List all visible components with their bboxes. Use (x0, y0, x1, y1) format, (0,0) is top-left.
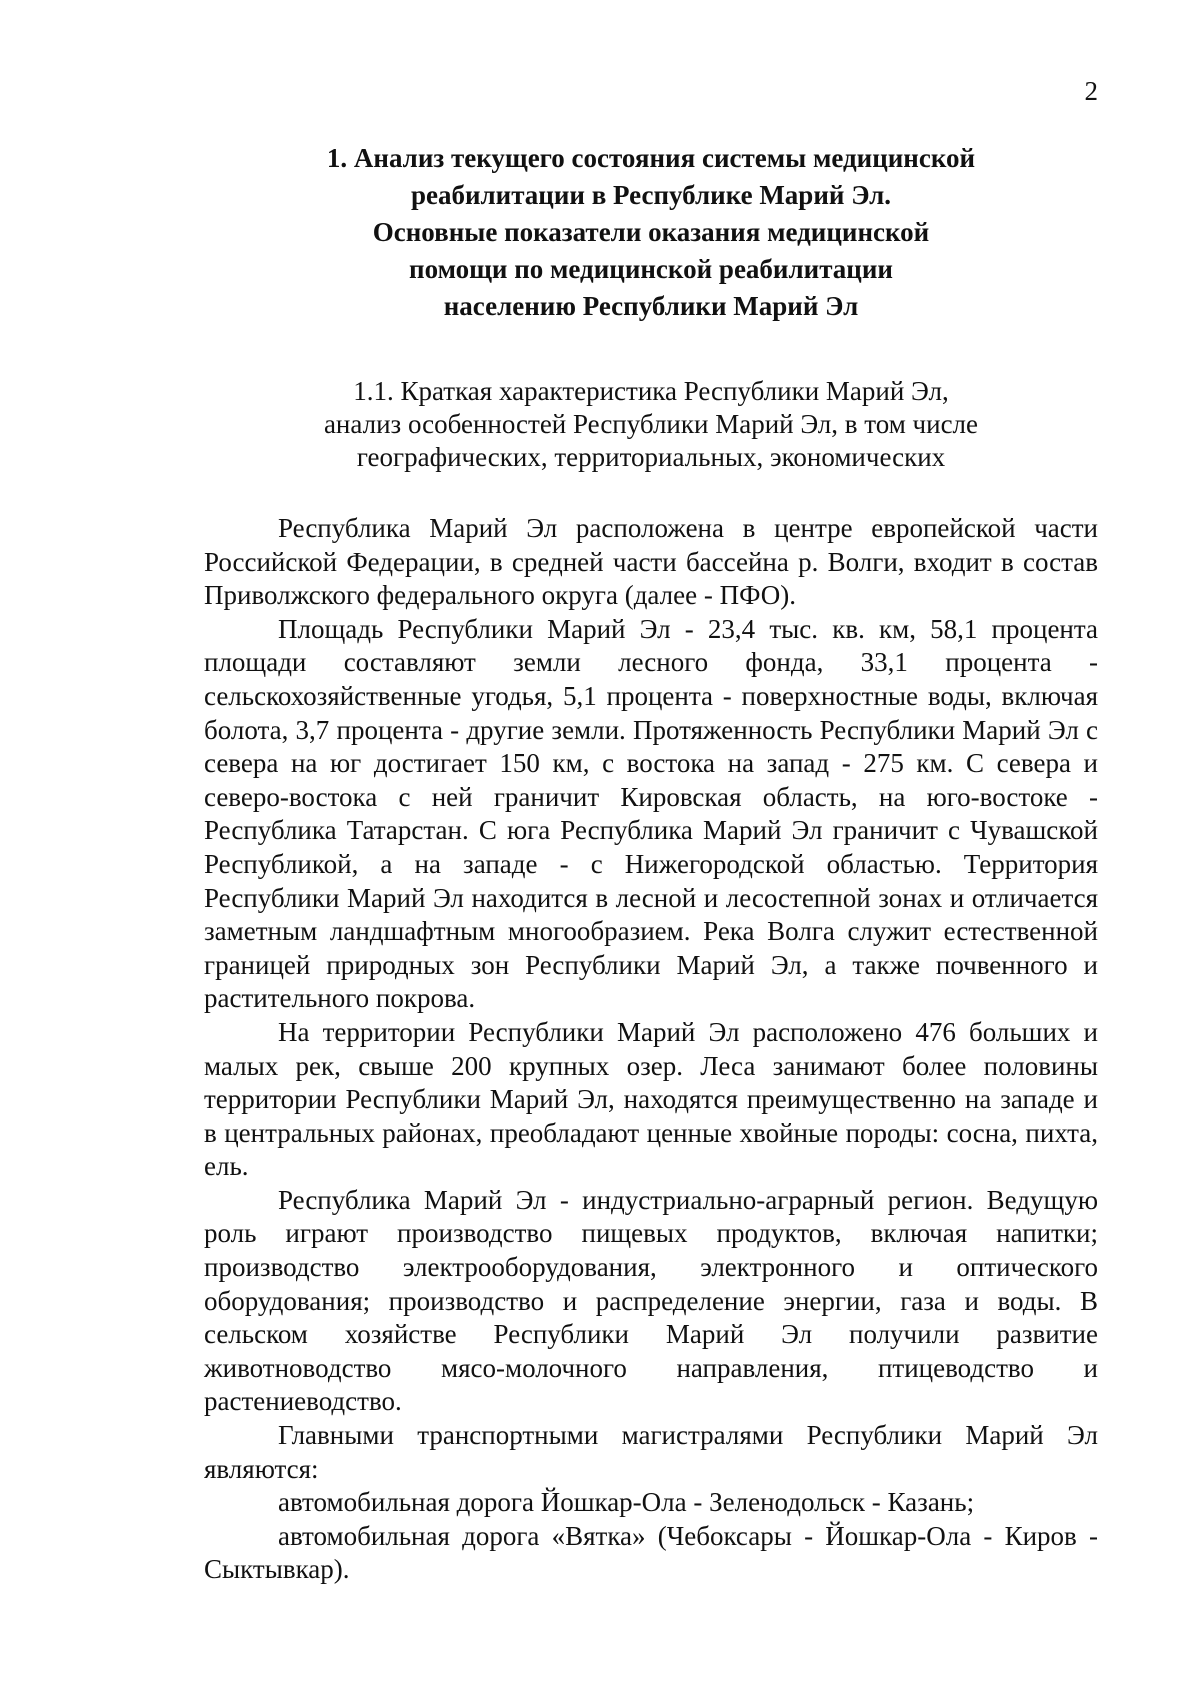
subheading-line: географических, территориальных, экономических (356, 442, 946, 472)
paragraph-area: Площадь Республики Марий Эл - 23,4 тыс. кв. км, 58,1 процента площади составляют земли лесного фонда, 33,1 процента - сельскохозяйственные угодья, 5,1 процента - поверхностные воды, включая болота, 3,7 процента - другие земли. Протяженность Республики Марий Эл с севера на юг достигает 150 км, с востока на запад - 275 км. С севера и северо-востока с ней граничит Кировская область, на юго-востоке - Республика Татарстан. С юга Республика Марий Эл граничит с Чувашской Республикой, а на западе - с Нижегородской областью. Территория Республики Марий Эл находится в лесной и лесостепной зонах и отличается заметным ландшафтным многообразием. Река Волга служит естественной границей природных зон Республики Марий Эл, а также почвенного и растительного покрова. (204, 613, 1098, 1014)
list-item-road-vyatka: автомобильная дорога «Вятка» (Чебоксары - Йошкар-Ола - Киров - Сыктывкар). (204, 1520, 1098, 1585)
paragraph-location: Республика Марий Эл расположена в центре европейской части Российской Федерации, в средней части бассейна р. Волги, входит в состав Приволжского федерального округа (далее - ПФО). (204, 513, 1098, 611)
list-item-road-kazan: автомобильная дорога Йошкар-Ола - Зеленодольск - Казань; (278, 1487, 975, 1518)
body-text (204, 512, 1098, 1587)
document-body (204, 140, 1098, 1587)
paragraph-transport: Главными транспортными магистралями Республики Марий Эл являются: (204, 1420, 1098, 1484)
paragraph-economy: Республика Марий Эл - индустриально-аграрный регион. Ведущую роль играют производство пищевых продуктов, включая напитки; производство электрооборудования, электронного и оптического оборудования; производство и распределение энергии, газа и воды. В сельском хозяйстве Республики Марий Эл получили развитие животноводство мясо-молочного направления, птицеводство и растениеводство. (204, 1184, 1098, 1417)
subheading-line: анализ особенностей Республики Марий Эл, в том числе (323, 409, 979, 439)
heading-line: помощи по медицинской реабилитации (409, 254, 893, 284)
heading-line: населению Республики Марий Эл (443, 291, 859, 321)
heading-line: реабилитации в Республике Марий Эл. (410, 180, 892, 210)
subsection-heading (204, 375, 1098, 474)
heading-line: Основные показатели оказания медицинской (372, 217, 930, 247)
subheading-line: 1.1. Краткая характеристика Республики Марий Эл, (353, 376, 949, 406)
heading-line: 1. Анализ текущего состояния системы медицинской (326, 143, 976, 173)
page-number: 2 (1084, 76, 1098, 106)
paragraph-rivers-forests: На территории Республики Марий Эл расположено 476 больших и малых рек, свыше 200 крупных озер. Леса занимают более половины территории Республики Марий Эл, находятся преимущественно на западе и в центральных районах, преобладают ценные хвойные породы: сосна, пихта, ель. (204, 1016, 1098, 1182)
section-heading (204, 140, 1098, 325)
